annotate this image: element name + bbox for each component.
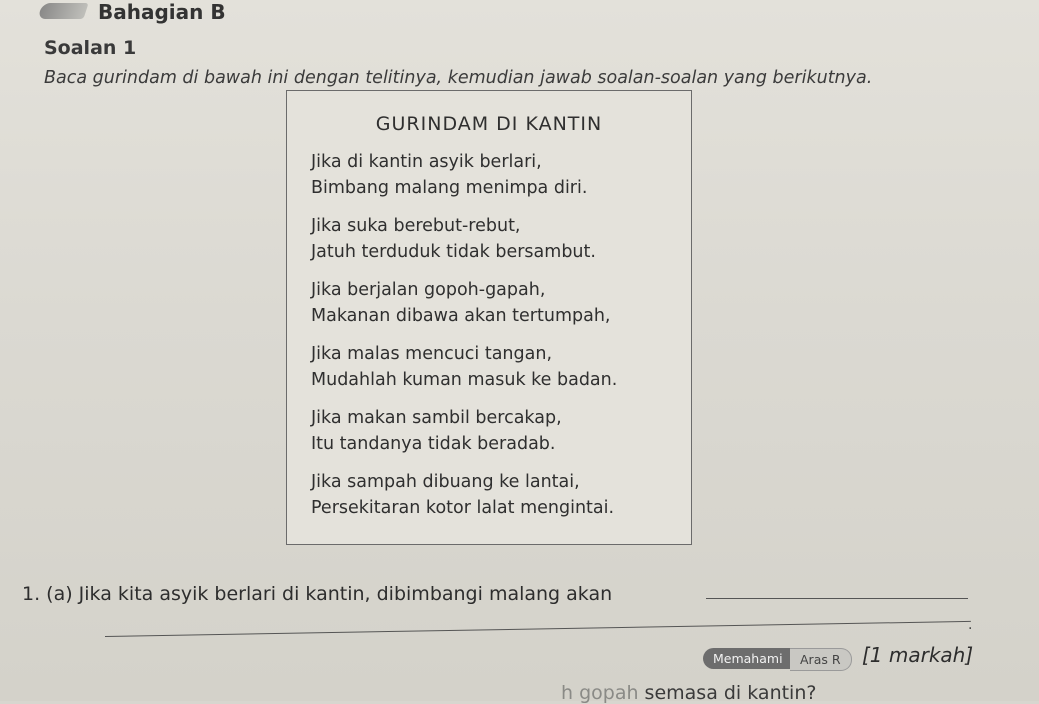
poem-line: Bimbang malang menimpa diri. [311, 178, 588, 198]
poem-stanza-5 [311, 405, 562, 457]
level-tag: Aras R [790, 648, 852, 671]
answer-line[interactable] [706, 598, 968, 599]
poem-line: Jatuh terduduk tidak bersambut. [311, 242, 596, 262]
poem-stanza-4 [311, 341, 617, 393]
section-title: Bahagian B [98, 0, 226, 24]
poem-line: Jika sampah dibuang ke lantai, [311, 472, 580, 492]
question-1a-text: 1. (a) Jika kita asyik berlari di kantin, dibimbangi malang akan [22, 583, 613, 605]
poem-stanza-2 [311, 213, 596, 265]
answer-line-end: . [968, 617, 973, 633]
next-question-text: semasa di kantin? [638, 682, 817, 704]
next-question-faded-text: h gopah [561, 682, 639, 704]
skill-tag: Memahami [703, 648, 793, 669]
poem-stanza-3 [311, 277, 610, 329]
poem-line: Jika di kantin asyik berlari, [311, 152, 542, 172]
poem-line: Makanan dibawa akan tertumpah, [311, 306, 611, 326]
poem-line: Jika berjalan gopoh-gapah, [311, 280, 546, 300]
instruction-text: Baca gurindam di bawah ini dengan telitinya, kemudian jawab soalan-soalan yang berikutnya. [44, 68, 873, 88]
poem-title: GURINDAM DI KANTIN [375, 113, 603, 135]
answer-line[interactable] [105, 621, 971, 637]
poem-line: Persekitaran kotor lalat mengintai. [311, 498, 615, 518]
poem-box [286, 90, 692, 545]
poem-stanza-1 [311, 149, 587, 201]
question-number: Soalan 1 [44, 37, 137, 59]
poem-stanza-6 [311, 469, 614, 521]
poem-line: Itu tandanya tidak beradab. [311, 434, 556, 454]
poem-line: Jika makan sambil bercakap, [311, 408, 562, 428]
marks-label: [1 markah] [862, 643, 974, 667]
poem-line: Jika suka berebut-rebut, [311, 216, 521, 236]
section-marker-icon [37, 3, 88, 19]
poem-line: Mudahlah kuman masuk ke badan. [311, 370, 618, 390]
poem-line: Jika malas mencuci tangan, [311, 344, 553, 364]
